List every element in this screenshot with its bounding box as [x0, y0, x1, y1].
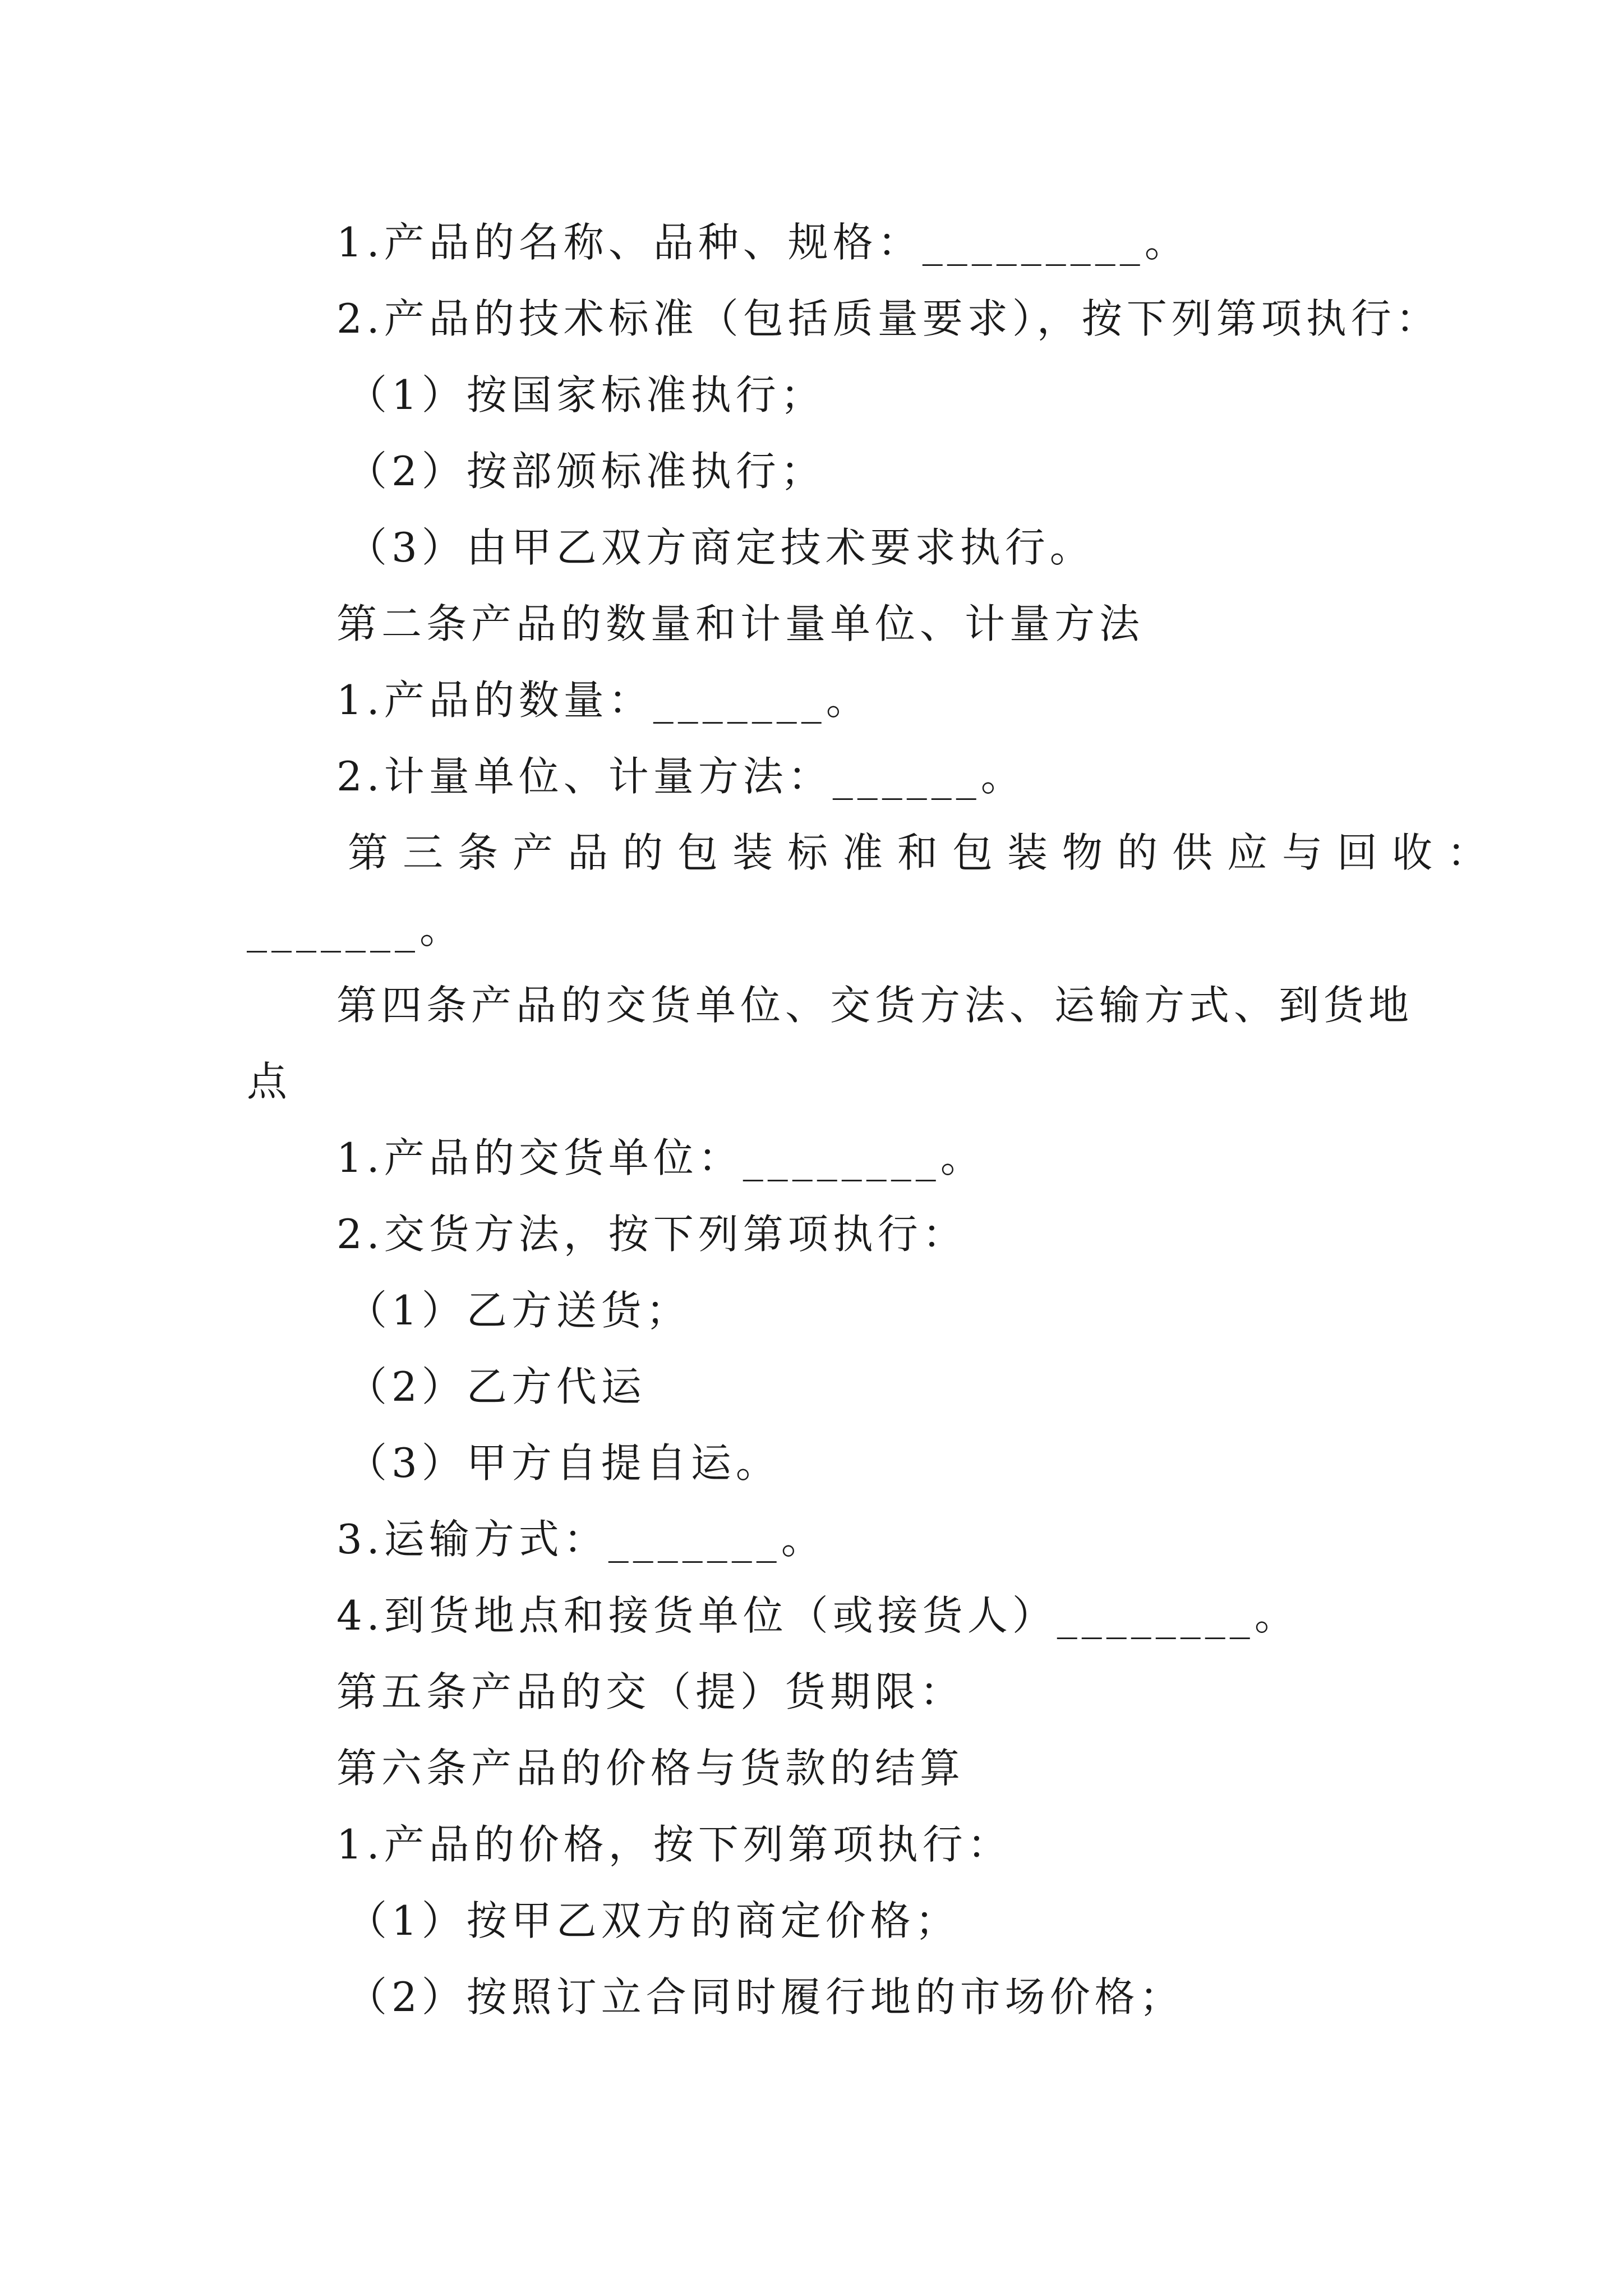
- text-line: _______。: [247, 905, 465, 953]
- text-line: 4.到货地点和接货单位（或接货人）________。: [336, 1592, 1299, 1639]
- section-heading: 第三条产品的包装标准和包装物的供应与回收：: [348, 829, 1502, 876]
- text-line: 1.产品的交货单位：________。: [336, 1134, 985, 1181]
- section-heading: 第二条产品的数量和计量单位、计量方法: [336, 600, 1145, 647]
- text-line: （1）按国家标准执行；: [347, 371, 826, 418]
- text-line: 3.运输方式：_______。: [336, 1516, 826, 1563]
- text-line: 2.计量单位、计量方法：______。: [336, 753, 1026, 800]
- section-heading: 第六条产品的价格与货款的结算: [336, 1745, 965, 1792]
- text-line: （2）乙方代运: [347, 1363, 646, 1410]
- text-line: 1.产品的数量：_______。: [336, 677, 871, 724]
- text-line: 2.交货方法，按下列第项执行：: [336, 1211, 967, 1258]
- text-line: （3）由甲乙双方商定技术要求执行。: [347, 524, 1095, 571]
- text-line: （2）按照订立合同时履行地的市场价格；: [347, 1973, 1184, 2021]
- text-line: （1）按甲乙双方的商定价格；: [347, 1897, 960, 1944]
- text-line: 1.产品的名称、品种、规格：_________。: [336, 219, 1189, 266]
- section-heading: 第五条产品的交（提）货期限：: [336, 1668, 965, 1715]
- text-line: （2）按部颁标准执行；: [347, 448, 826, 495]
- text-line: 2.产品的技术标准（包括质量要求），按下列第项执行：: [336, 295, 1441, 342]
- section-heading: 第四条产品的交货单位、交货方法、运输方式、到货地: [336, 982, 1414, 1029]
- text-line: （3）甲方自提自运。: [347, 1439, 781, 1487]
- text-line: 1.产品的价格，按下列第项执行：: [336, 1821, 1012, 1868]
- text-line: （1）乙方送货；: [347, 1287, 691, 1334]
- text-line: 点: [247, 1058, 292, 1105]
